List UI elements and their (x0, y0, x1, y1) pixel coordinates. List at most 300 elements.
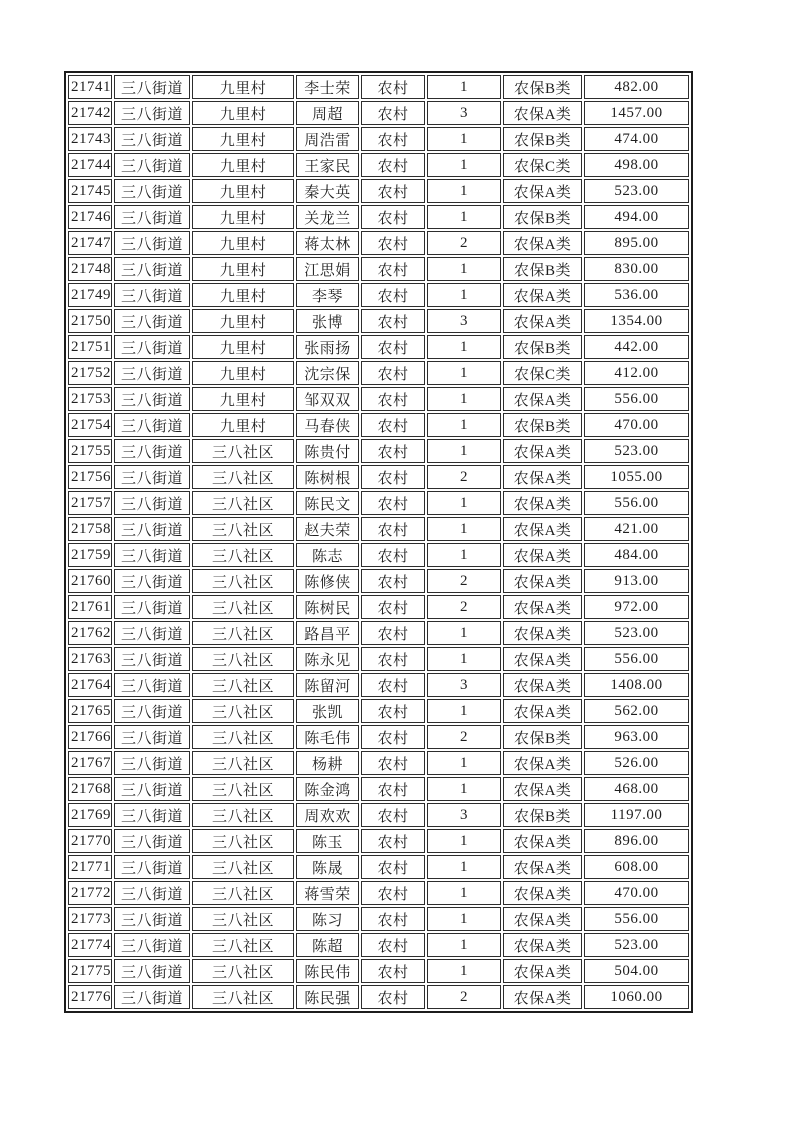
cell-village: 三八社区 (192, 803, 294, 827)
cell-amount: 482.00 (584, 75, 689, 99)
cell-count: 1 (427, 699, 501, 723)
cell-street: 三八街道 (114, 959, 190, 983)
cell-category: 农村 (361, 907, 425, 931)
cell-id: 21751 (68, 335, 112, 359)
cell-category: 农村 (361, 283, 425, 307)
table-row (68, 127, 689, 151)
cell-insurance-type: 农保A类 (503, 491, 582, 515)
cell-insurance-type: 农保A类 (503, 465, 582, 489)
cell-street: 三八街道 (114, 751, 190, 775)
cell-insurance-type: 农保A类 (503, 621, 582, 645)
cell-id: 21749 (68, 283, 112, 307)
cell-village: 三八社区 (192, 751, 294, 775)
cell-id: 21745 (68, 179, 112, 203)
cell-id: 21764 (68, 673, 112, 697)
cell-name: 张博 (296, 309, 359, 333)
cell-name: 李琴 (296, 283, 359, 307)
cell-insurance-type: 农保B类 (503, 335, 582, 359)
cell-count: 1 (427, 543, 501, 567)
cell-street: 三八街道 (114, 231, 190, 255)
table-row (68, 491, 689, 515)
cell-village: 三八社区 (192, 829, 294, 853)
cell-insurance-type: 农保A类 (503, 959, 582, 983)
cell-count: 1 (427, 413, 501, 437)
cell-insurance-type: 农保C类 (503, 361, 582, 385)
cell-insurance-type: 农保A类 (503, 907, 582, 931)
cell-category: 农村 (361, 101, 425, 125)
table-row (68, 101, 689, 125)
table-row (68, 699, 689, 723)
cell-count: 1 (427, 335, 501, 359)
cell-category: 农村 (361, 959, 425, 983)
cell-village: 九里村 (192, 309, 294, 333)
cell-name: 张凯 (296, 699, 359, 723)
table-row (68, 257, 689, 281)
cell-name: 陈留河 (296, 673, 359, 697)
cell-amount: 1354.00 (584, 309, 689, 333)
cell-insurance-type: 农保C类 (503, 153, 582, 177)
cell-village: 三八社区 (192, 933, 294, 957)
cell-street: 三八街道 (114, 725, 190, 749)
cell-street: 三八街道 (114, 569, 190, 593)
cell-id: 21752 (68, 361, 112, 385)
cell-village: 九里村 (192, 387, 294, 411)
cell-id: 21758 (68, 517, 112, 541)
table-row (68, 543, 689, 567)
table-row (68, 907, 689, 931)
cell-count: 1 (427, 517, 501, 541)
cell-id: 21754 (68, 413, 112, 437)
cell-insurance-type: 农保B类 (503, 803, 582, 827)
cell-village: 九里村 (192, 127, 294, 151)
cell-id: 21773 (68, 907, 112, 931)
cell-count: 1 (427, 491, 501, 515)
cell-name: 陈永见 (296, 647, 359, 671)
cell-count: 1 (427, 283, 501, 307)
cell-amount: 412.00 (584, 361, 689, 385)
table-row (68, 855, 689, 879)
table-row (68, 387, 689, 411)
table-row (68, 335, 689, 359)
cell-id: 21766 (68, 725, 112, 749)
cell-village: 三八社区 (192, 491, 294, 515)
cell-amount: 895.00 (584, 231, 689, 255)
cell-category: 农村 (361, 881, 425, 905)
cell-category: 农村 (361, 517, 425, 541)
cell-id: 21771 (68, 855, 112, 879)
cell-amount: 523.00 (584, 179, 689, 203)
cell-name: 陈毛伟 (296, 725, 359, 749)
cell-id: 21759 (68, 543, 112, 567)
cell-amount: 556.00 (584, 387, 689, 411)
cell-insurance-type: 农保B类 (503, 257, 582, 281)
cell-village: 九里村 (192, 335, 294, 359)
cell-amount: 468.00 (584, 777, 689, 801)
cell-id: 21748 (68, 257, 112, 281)
payment-table (64, 71, 693, 1013)
cell-amount: 498.00 (584, 153, 689, 177)
cell-village: 九里村 (192, 283, 294, 307)
cell-village: 九里村 (192, 413, 294, 437)
cell-amount: 470.00 (584, 881, 689, 905)
cell-insurance-type: 农保A类 (503, 439, 582, 463)
table-row (68, 985, 689, 1009)
cell-amount: 1060.00 (584, 985, 689, 1009)
cell-village: 三八社区 (192, 959, 294, 983)
cell-count: 2 (427, 231, 501, 255)
cell-street: 三八街道 (114, 933, 190, 957)
cell-insurance-type: 农保A类 (503, 933, 582, 957)
cell-category: 农村 (361, 335, 425, 359)
cell-name: 关龙兰 (296, 205, 359, 229)
cell-count: 2 (427, 595, 501, 619)
cell-name: 张雨扬 (296, 335, 359, 359)
cell-village: 三八社区 (192, 647, 294, 671)
table-row (68, 465, 689, 489)
table-row (68, 621, 689, 645)
cell-name: 邹双双 (296, 387, 359, 411)
cell-name: 周欢欢 (296, 803, 359, 827)
cell-street: 三八街道 (114, 985, 190, 1009)
cell-category: 农村 (361, 725, 425, 749)
cell-name: 蒋雪荣 (296, 881, 359, 905)
cell-id: 21743 (68, 127, 112, 151)
table-row (68, 777, 689, 801)
table-row (68, 803, 689, 827)
cell-insurance-type: 农保A类 (503, 647, 582, 671)
cell-count: 1 (427, 933, 501, 957)
cell-amount: 556.00 (584, 907, 689, 931)
cell-category: 农村 (361, 621, 425, 645)
cell-id: 21750 (68, 309, 112, 333)
cell-village: 三八社区 (192, 699, 294, 723)
cell-count: 1 (427, 179, 501, 203)
cell-amount: 484.00 (584, 543, 689, 567)
cell-category: 农村 (361, 179, 425, 203)
cell-street: 三八街道 (114, 153, 190, 177)
cell-id: 21744 (68, 153, 112, 177)
cell-village: 三八社区 (192, 725, 294, 749)
cell-village: 三八社区 (192, 569, 294, 593)
cell-count: 1 (427, 75, 501, 99)
table-row (68, 647, 689, 671)
cell-name: 陈民文 (296, 491, 359, 515)
cell-id: 21768 (68, 777, 112, 801)
cell-name: 陈晟 (296, 855, 359, 879)
cell-id: 21741 (68, 75, 112, 99)
cell-category: 农村 (361, 803, 425, 827)
cell-name: 周超 (296, 101, 359, 125)
cell-amount: 1197.00 (584, 803, 689, 827)
cell-category: 农村 (361, 231, 425, 255)
cell-insurance-type: 农保A类 (503, 101, 582, 125)
cell-category: 农村 (361, 361, 425, 385)
cell-count: 1 (427, 153, 501, 177)
cell-id: 21761 (68, 595, 112, 619)
cell-count: 2 (427, 985, 501, 1009)
cell-id: 21746 (68, 205, 112, 229)
cell-amount: 523.00 (584, 439, 689, 463)
cell-insurance-type: 农保A类 (503, 855, 582, 879)
cell-name: 马春侠 (296, 413, 359, 437)
table-row (68, 751, 689, 775)
cell-insurance-type: 农保A类 (503, 387, 582, 411)
cell-category: 农村 (361, 829, 425, 853)
cell-insurance-type: 农保A类 (503, 283, 582, 307)
cell-street: 三八街道 (114, 361, 190, 385)
cell-count: 1 (427, 855, 501, 879)
table-row (68, 673, 689, 697)
cell-category: 农村 (361, 595, 425, 619)
cell-amount: 556.00 (584, 491, 689, 515)
cell-amount: 504.00 (584, 959, 689, 983)
cell-street: 三八街道 (114, 75, 190, 99)
cell-insurance-type: 农保A类 (503, 179, 582, 203)
table-row (68, 595, 689, 619)
cell-count: 1 (427, 829, 501, 853)
cell-street: 三八街道 (114, 855, 190, 879)
cell-insurance-type: 农保A类 (503, 543, 582, 567)
cell-name: 赵夫荣 (296, 517, 359, 541)
cell-amount: 536.00 (584, 283, 689, 307)
cell-street: 三八街道 (114, 387, 190, 411)
cell-count: 1 (427, 361, 501, 385)
cell-name: 陈志 (296, 543, 359, 567)
cell-village: 三八社区 (192, 439, 294, 463)
cell-count: 2 (427, 569, 501, 593)
cell-amount: 523.00 (584, 621, 689, 645)
cell-street: 三八街道 (114, 777, 190, 801)
cell-amount: 421.00 (584, 517, 689, 541)
cell-insurance-type: 农保B类 (503, 725, 582, 749)
cell-village: 三八社区 (192, 777, 294, 801)
cell-amount: 470.00 (584, 413, 689, 437)
cell-category: 农村 (361, 491, 425, 515)
cell-category: 农村 (361, 127, 425, 151)
cell-village: 三八社区 (192, 985, 294, 1009)
cell-street: 三八街道 (114, 517, 190, 541)
cell-insurance-type: 农保A类 (503, 985, 582, 1009)
cell-name: 秦大英 (296, 179, 359, 203)
cell-id: 21769 (68, 803, 112, 827)
cell-category: 农村 (361, 205, 425, 229)
cell-id: 21755 (68, 439, 112, 463)
cell-category: 农村 (361, 933, 425, 957)
cell-village: 九里村 (192, 231, 294, 255)
cell-insurance-type: 农保A类 (503, 829, 582, 853)
cell-street: 三八街道 (114, 543, 190, 567)
cell-amount: 494.00 (584, 205, 689, 229)
cell-count: 2 (427, 725, 501, 749)
cell-category: 农村 (361, 75, 425, 99)
cell-category: 农村 (361, 543, 425, 567)
table-row (68, 517, 689, 541)
cell-street: 三八街道 (114, 205, 190, 229)
cell-insurance-type: 农保B类 (503, 413, 582, 437)
cell-village: 九里村 (192, 257, 294, 281)
cell-count: 2 (427, 465, 501, 489)
cell-id: 21762 (68, 621, 112, 645)
cell-village: 九里村 (192, 205, 294, 229)
cell-street: 三八街道 (114, 621, 190, 645)
cell-insurance-type: 农保B类 (503, 205, 582, 229)
cell-street: 三八街道 (114, 647, 190, 671)
cell-id: 21763 (68, 647, 112, 671)
cell-village: 三八社区 (192, 621, 294, 645)
cell-name: 周浩雷 (296, 127, 359, 151)
cell-street: 三八街道 (114, 413, 190, 437)
cell-category: 农村 (361, 309, 425, 333)
cell-street: 三八街道 (114, 881, 190, 905)
cell-id: 21776 (68, 985, 112, 1009)
table-row (68, 361, 689, 385)
table-row (68, 205, 689, 229)
cell-name: 李士荣 (296, 75, 359, 99)
cell-street: 三八街道 (114, 673, 190, 697)
cell-category: 农村 (361, 751, 425, 775)
payment-table-container (64, 71, 693, 1013)
cell-amount: 1055.00 (584, 465, 689, 489)
cell-street: 三八街道 (114, 803, 190, 827)
payment-table-body (68, 75, 689, 1009)
cell-count: 1 (427, 205, 501, 229)
cell-insurance-type: 农保A类 (503, 777, 582, 801)
cell-count: 1 (427, 907, 501, 931)
cell-village: 三八社区 (192, 855, 294, 879)
cell-street: 三八街道 (114, 101, 190, 125)
cell-count: 1 (427, 777, 501, 801)
cell-name: 陈树民 (296, 595, 359, 619)
cell-amount: 526.00 (584, 751, 689, 775)
cell-street: 三八街道 (114, 309, 190, 333)
cell-name: 杨耕 (296, 751, 359, 775)
cell-id: 21770 (68, 829, 112, 853)
cell-count: 1 (427, 959, 501, 983)
table-row (68, 309, 689, 333)
cell-count: 3 (427, 803, 501, 827)
cell-village: 九里村 (192, 179, 294, 203)
cell-insurance-type: 农保A类 (503, 673, 582, 697)
table-row (68, 829, 689, 853)
cell-name: 陈民强 (296, 985, 359, 1009)
table-row (68, 569, 689, 593)
cell-category: 农村 (361, 855, 425, 879)
cell-street: 三八街道 (114, 491, 190, 515)
cell-category: 农村 (361, 569, 425, 593)
cell-amount: 1408.00 (584, 673, 689, 697)
cell-category: 农村 (361, 387, 425, 411)
cell-insurance-type: 农保A类 (503, 517, 582, 541)
cell-category: 农村 (361, 647, 425, 671)
cell-name: 陈超 (296, 933, 359, 957)
cell-name: 江思娟 (296, 257, 359, 281)
table-row (68, 75, 689, 99)
cell-name: 陈修侠 (296, 569, 359, 593)
cell-category: 农村 (361, 465, 425, 489)
cell-id: 21760 (68, 569, 112, 593)
cell-insurance-type: 农保A类 (503, 881, 582, 905)
table-row (68, 179, 689, 203)
cell-insurance-type: 农保B类 (503, 127, 582, 151)
cell-street: 三八街道 (114, 283, 190, 307)
cell-count: 3 (427, 309, 501, 333)
cell-name: 路昌平 (296, 621, 359, 645)
cell-street: 三八街道 (114, 595, 190, 619)
cell-amount: 963.00 (584, 725, 689, 749)
cell-name: 陈习 (296, 907, 359, 931)
cell-street: 三八街道 (114, 465, 190, 489)
cell-name: 陈贵付 (296, 439, 359, 463)
cell-village: 九里村 (192, 361, 294, 385)
cell-village: 九里村 (192, 153, 294, 177)
cell-count: 1 (427, 257, 501, 281)
cell-count: 1 (427, 881, 501, 905)
cell-id: 21757 (68, 491, 112, 515)
cell-village: 九里村 (192, 101, 294, 125)
table-row (68, 231, 689, 255)
cell-id: 21753 (68, 387, 112, 411)
cell-name: 陈民伟 (296, 959, 359, 983)
cell-amount: 1457.00 (584, 101, 689, 125)
table-row (68, 439, 689, 463)
cell-village: 九里村 (192, 75, 294, 99)
cell-id: 21747 (68, 231, 112, 255)
cell-street: 三八街道 (114, 907, 190, 931)
cell-street: 三八街道 (114, 179, 190, 203)
cell-street: 三八街道 (114, 257, 190, 281)
cell-category: 农村 (361, 439, 425, 463)
table-row (68, 283, 689, 307)
cell-count: 1 (427, 647, 501, 671)
cell-count: 1 (427, 439, 501, 463)
cell-village: 三八社区 (192, 673, 294, 697)
cell-village: 三八社区 (192, 465, 294, 489)
cell-id: 21775 (68, 959, 112, 983)
cell-category: 农村 (361, 673, 425, 697)
cell-village: 三八社区 (192, 595, 294, 619)
cell-street: 三八街道 (114, 829, 190, 853)
cell-insurance-type: 农保A类 (503, 699, 582, 723)
cell-id: 21742 (68, 101, 112, 125)
cell-id: 21767 (68, 751, 112, 775)
cell-village: 三八社区 (192, 517, 294, 541)
cell-amount: 972.00 (584, 595, 689, 619)
cell-village: 三八社区 (192, 543, 294, 567)
cell-count: 3 (427, 673, 501, 697)
table-row (68, 153, 689, 177)
cell-insurance-type: 农保A类 (503, 569, 582, 593)
cell-name: 蒋太林 (296, 231, 359, 255)
cell-count: 3 (427, 101, 501, 125)
cell-village: 三八社区 (192, 907, 294, 931)
cell-insurance-type: 农保A类 (503, 309, 582, 333)
cell-id: 21774 (68, 933, 112, 957)
cell-amount: 523.00 (584, 933, 689, 957)
cell-name: 陈树根 (296, 465, 359, 489)
cell-amount: 913.00 (584, 569, 689, 593)
cell-street: 三八街道 (114, 699, 190, 723)
cell-amount: 556.00 (584, 647, 689, 671)
table-row (68, 725, 689, 749)
cell-insurance-type: 农保A类 (503, 231, 582, 255)
cell-id: 21765 (68, 699, 112, 723)
cell-count: 1 (427, 751, 501, 775)
cell-insurance-type: 农保A类 (503, 595, 582, 619)
cell-count: 1 (427, 127, 501, 151)
cell-street: 三八街道 (114, 439, 190, 463)
cell-id: 21772 (68, 881, 112, 905)
cell-street: 三八街道 (114, 127, 190, 151)
